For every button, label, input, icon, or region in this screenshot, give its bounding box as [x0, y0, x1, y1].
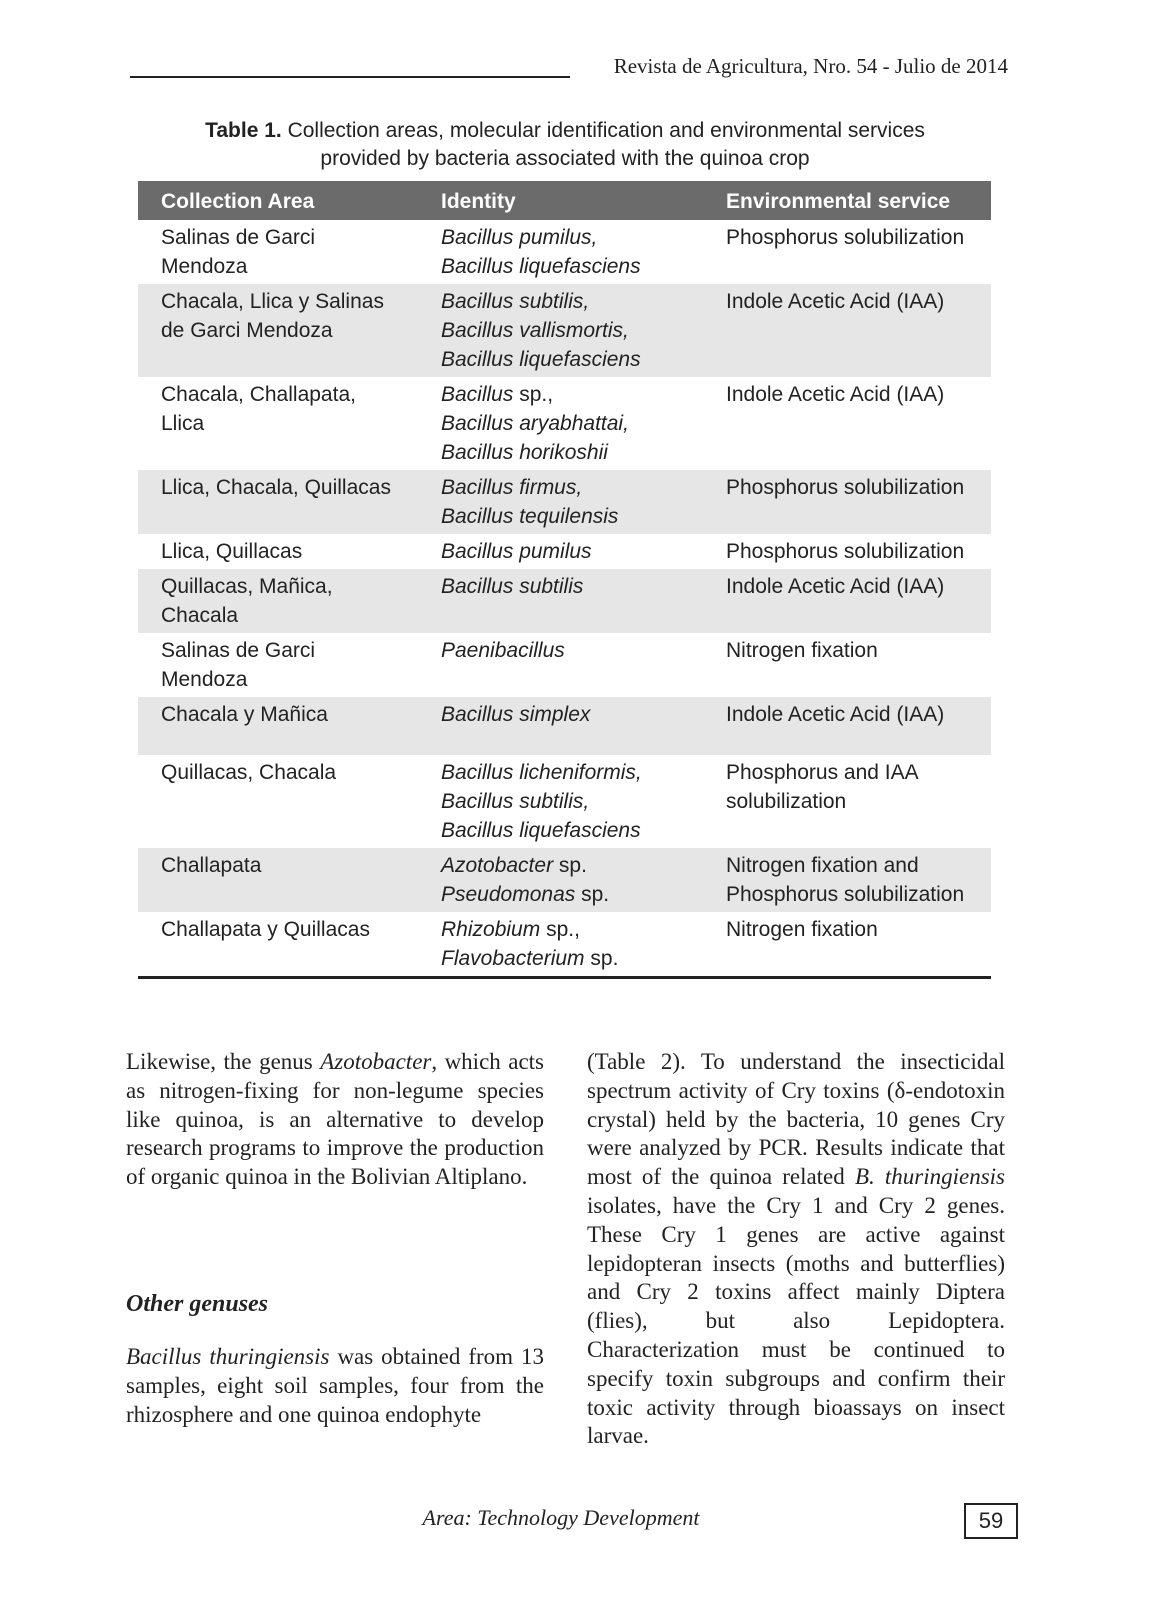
cell-area: Chacala, Llica y Salinas de Garci Mendoza [138, 284, 418, 377]
genus-azotobacter: Azotobacter [320, 1049, 432, 1074]
table-row [138, 534, 991, 569]
header-rule [130, 76, 570, 78]
cell-identity: Bacillus sp., Bacillus aryabhattai, Bacillus horikoshii [441, 383, 629, 464]
cell-identity: Azotobacter sp. Pseudomonas sp. [418, 848, 703, 912]
table-row [138, 377, 991, 470]
page-header [130, 52, 1008, 82]
cell-area: Llica, Quillacas [161, 540, 303, 563]
cell-area: Chacala y Mañica [138, 697, 418, 755]
cell-area: Salinas de Garci Mendoza [161, 226, 316, 278]
caption-label: Table 1. [205, 119, 282, 142]
table-row [138, 848, 991, 912]
cell-identity: Bacillus subtilis, Bacillus vallismortis, Bacillus liquefasciens [418, 284, 703, 377]
table-bottom-rule [138, 976, 991, 979]
cell-area: Chacala, Challapata, Llica [161, 383, 356, 435]
cell-identity: Rhizobium sp., Flavobacterium sp. [441, 918, 619, 970]
header-environmental-service: Environmental service [703, 181, 991, 220]
right-column-paragraph: (Table 2). To understand the insecticidal spectrum activity of Cry toxins (δ-endotoxin crystal) held by the bacteria, 10 genes Cry were analyzed by PCR. Results indicate that most of the quinoa related B. thuringiensis isolates, have the Cry 1 and Cry 2 genes. These Cry 1 genes are active against lepidopteran insects (moths and butterflies) and Cry 2 toxins affect mainly Diptera (flies), but also Lepidoptera. Characterization must be continued to specify toxin subgroups and confirm their toxic activity through bioassays on insect larvae. [587, 1049, 1006, 1449]
header-identity: Identity [418, 181, 703, 220]
cell-service: Phosphorus solubilization [726, 226, 965, 249]
cell-identity: Bacillus licheniformis, Bacillus subtilis, Bacillus liquefasciens [441, 761, 642, 842]
species-b-thuringiensis: Bacillus thuringiensis [126, 1344, 330, 1369]
cell-area: Quillacas, Mañica, Chacala [138, 569, 418, 633]
journal-title: Revista de Agricultura, Nro. 54 - Julio de 2014 [613, 54, 1008, 78]
table-row [138, 569, 991, 633]
cell-service: Nitrogen fixation [726, 918, 878, 941]
cell-service: Indole Acetic Acid (IAA) [726, 383, 945, 406]
table-row [138, 697, 991, 755]
cell-service: Indole Acetic Acid (IAA) [703, 569, 991, 633]
cell-area: Llica, Chacala, Quillacas [138, 470, 418, 534]
section-heading: Other genuses [126, 1291, 269, 1317]
cell-service: Indole Acetic Acid (IAA) [703, 697, 991, 755]
data-table [138, 181, 991, 976]
left-column-paragraph-2: Bacillus thuringiensis was obtained from 13 samples, eight soil samples, four from the rhizosphere and one quinoa endophyte [126, 1344, 544, 1427]
left-column-paragraph-1: Likewise, the genus Azotobacter, which acts as nitrogen-fixing for non-legume species like quinoa, is an alternative to develop research programs to improve the production of organic quinoa in the Bolivian Altiplano. [126, 1049, 544, 1190]
cell-service: Phosphorus solubilization [726, 540, 965, 563]
cell-identity: Bacillus firmus, Bacillus tequilensis [418, 470, 703, 534]
cell-identity: Bacillus pumilus [441, 540, 592, 563]
cell-service: Indole Acetic Acid (IAA) [703, 284, 991, 377]
table-1 [138, 181, 991, 979]
table-row [138, 220, 991, 284]
table-row [138, 470, 991, 534]
cell-service: Nitrogen fixation and Phosphorus solubilization [703, 848, 991, 912]
table-caption [140, 117, 990, 173]
caption-line-1: Collection areas, molecular identification and environmental services [287, 119, 925, 142]
table-row [138, 284, 991, 377]
header-collection-area: Collection Area [138, 181, 418, 220]
cell-service: Phosphorus and IAA solubilization [726, 761, 919, 813]
caption-line-2: provided by bacteria associated with the quinoa crop [320, 147, 810, 170]
cell-area: Salinas de Garci Mendoza [161, 639, 316, 691]
cell-identity: Bacillus pumilus, Bacillus liquefasciens [441, 226, 641, 278]
species-b-thuringiensis-abbrev: B. thuringiensis [854, 1164, 1006, 1190]
cell-identity: Bacillus subtilis [418, 569, 703, 633]
table-header-row [138, 181, 991, 220]
cell-identity: Bacillus simplex [418, 697, 703, 755]
footer-area: Area: Technology Development [422, 1505, 700, 1530]
page-number: 59 [964, 1503, 1018, 1539]
cell-area: Challapata y Quillacas [161, 918, 370, 941]
table-row [138, 755, 991, 848]
cell-service: Nitrogen fixation [726, 639, 878, 662]
cell-identity: Paenibacillus [441, 639, 565, 662]
cell-area: Quillacas, Chacala [161, 761, 337, 784]
table-row [138, 633, 991, 697]
cell-area: Challapata [138, 848, 418, 912]
table-row [138, 912, 991, 976]
cell-service: Phosphorus solubilization [703, 470, 991, 534]
